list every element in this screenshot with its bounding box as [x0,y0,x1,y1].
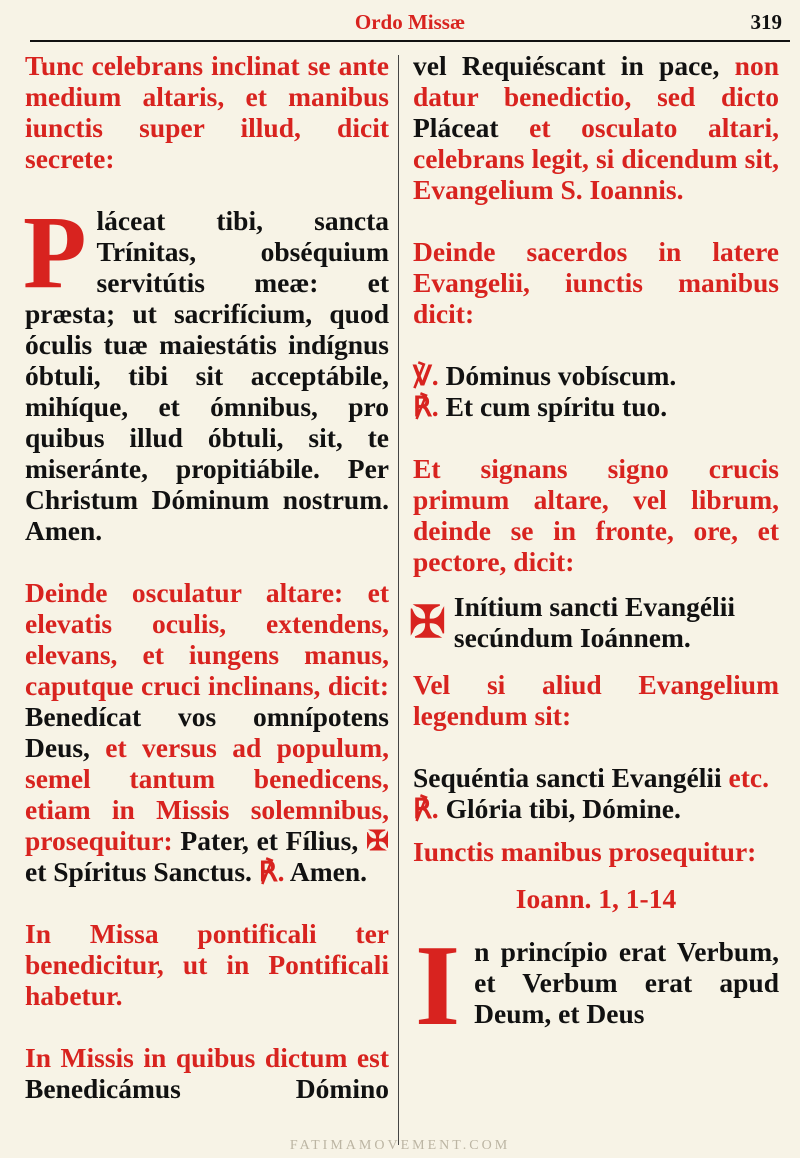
blessing-paragraph [25,577,389,887]
drop-cap-p: P [23,195,87,310]
left-column [25,50,389,1104]
response-icon: ℟. [413,391,439,422]
gospel-citation: Ioann. 1, 1-14 [515,883,677,914]
rubric-in-missis-text: In Missis in quibus dictum est [25,1042,389,1073]
text-spiritus: et Spíritus Sanctus. [25,856,252,887]
sequentia-etc: etc. [728,762,769,793]
sequentia-block [413,762,779,824]
response2-text: Glória tibi, Dómine. [445,793,681,824]
cross-icon-large: ✠ [409,598,446,647]
running-header [30,0,790,42]
response-icon: ℟. [258,856,285,887]
prayer-text: láceat tibi, sancta Trínitas, obséquium servitútis meæ: et præsta; ut sacrifícium, quod óculis tuæ maiestátis indígnus óbtuli, tibi sit acceptábile, mihíque, et ómnibus, pro quibus illud óbtuli, sit, te miseránte, propitiábile. Per Christum Dóminum nostrum. Amen. [25,205,389,546]
versicle-text: Dóminus vobíscum. [445,360,677,391]
text-vel: vel [413,50,447,81]
cross-icon: ✠ [365,825,389,856]
page-number: 319 [750,10,782,34]
rubric-non-datur: non datur benedictio, sed dicto [413,50,780,112]
column-divider [398,55,399,1145]
watermark: FATIMAMOVEMENT.COM [289,1138,511,1153]
header-title: Ordo Missæ [354,10,466,34]
rubric-pontificali: In Missa pontificali ter benedicitur, ut in Pontificali habetur. [25,918,389,1011]
rubric-deinde-sacerdos: Deinde sacerdos in latere Evangelii, iunctis manibus dicit: [413,236,779,329]
sequentia-text: Sequéntia sancti Evangélii [413,762,722,793]
response2-line [413,793,779,824]
text-amen: Amen. [289,856,367,887]
response-line [413,391,779,422]
rubric-in-missis [25,1042,389,1104]
rubric-vel-si: Vel si aliud Evangelium legendum sit: [413,669,779,731]
versicle-icon: ℣. [413,360,439,391]
initium-text: Inítium sancti Evangélii secúndum Ioánnem. [453,591,736,653]
versicle-line [413,360,779,391]
gospel-paragraph [413,922,779,1050]
text-placeat: Pláceat [413,112,499,143]
right-column [409,50,780,1050]
rubric-inclinat: Tunc celebrans inclinat se ante medium altaris, et manibus iunctis super illud, dicit secrete: [25,50,389,174]
rubric-iunctis: Iunctis manibus prosequitur: [413,836,757,867]
drop-cap-i: I [415,922,461,1050]
text-benedicat: Benedícat vos omnípotens Deus, [25,701,389,763]
response-text: Et cum spíritu tuo. [445,391,668,422]
response-icon: ℟. [413,793,439,824]
text-pater: Pater, et Fílius, [180,825,359,856]
gospel-text: n princípio erat Verbum, et Verbum erat apud Deum, et Deus [474,936,779,1029]
rubric-osculato: et osculato altari, celebrans legit, si dicendum sit, Evangelium S. Ioannis. [413,112,780,205]
text-benedicamus: Benedicámus Dómino [25,1073,389,1104]
prayer-placeat [23,195,389,546]
initium-paragraph [409,591,779,653]
versicle-block [413,360,779,422]
rubric-osculatur: Deinde osculatur altare: et elevatis oculis, extendens, elevans, et iungens manus, caputque cruci inclinans, dicit: [25,577,389,701]
rubric-signans: Et signans signo crucis primum altare, vel librum, deinde se in fronte, ore, et pectore, dicit: [413,453,779,577]
rubric-versus: et versus ad populum, semel tantum benedicens, etiam in Missis solemnibus, prosequitur: [25,732,389,856]
requiescant-paragraph [413,50,779,205]
text-requiescant: Requiéscant in pace, [461,50,720,81]
